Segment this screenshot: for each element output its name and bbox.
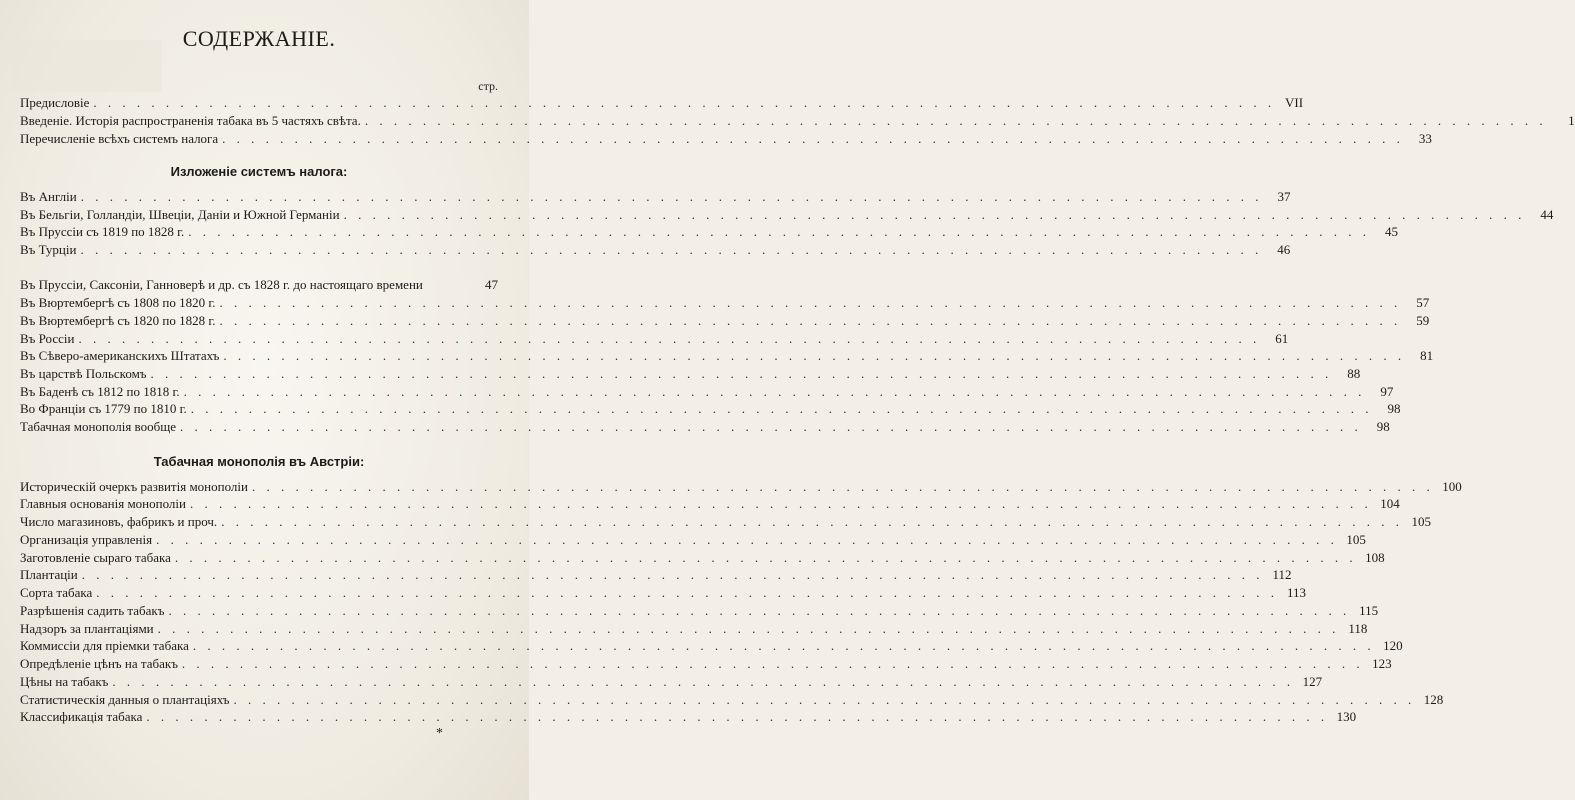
leader-dots bbox=[80, 241, 1262, 259]
entry-label: Въ Вюртембергѣ съ 1808 по 1820 г. bbox=[20, 295, 216, 311]
entry-label: Заготовленіе сыраго табака bbox=[20, 549, 171, 565]
entry-label: Введеніе. Исторія распространенія табака въ 5 частяхъ свѣта. bbox=[20, 113, 361, 128]
entry-page: 105 bbox=[1346, 531, 1366, 547]
signature-mark: * bbox=[436, 726, 443, 741]
entry-label: Въ царствѣ Польскомъ bbox=[20, 365, 147, 381]
toc-entry bbox=[20, 655, 1392, 673]
leader-dots bbox=[82, 566, 1264, 584]
leader-dots bbox=[221, 513, 1403, 531]
entry-label: Цѣны на табакъ bbox=[20, 673, 109, 689]
entry-page: 98 bbox=[1376, 418, 1390, 434]
section-heading: Изложеніе системъ налога: bbox=[170, 164, 348, 179]
toc-entry bbox=[20, 206, 1554, 224]
toc-entry bbox=[20, 418, 1390, 436]
toc-entry bbox=[20, 691, 1444, 709]
entry-page: 59 bbox=[1416, 312, 1430, 328]
entry-page: 46 bbox=[1277, 242, 1291, 258]
entry-label: Сорта табака bbox=[20, 585, 93, 601]
leader-dots bbox=[93, 94, 1275, 112]
toc-entry bbox=[20, 383, 1394, 401]
leader-dots bbox=[193, 637, 1375, 655]
entry-page: 81 bbox=[1420, 348, 1434, 364]
entry-page: 128 bbox=[1423, 691, 1444, 707]
toc-entry bbox=[20, 223, 1399, 241]
entry-page: 113 bbox=[1286, 585, 1306, 601]
leader-dots bbox=[344, 206, 1526, 224]
toc-entry bbox=[20, 602, 1379, 620]
toc-entry bbox=[20, 513, 1431, 531]
library-stamp bbox=[12, 40, 162, 92]
entry-page: 100 bbox=[1442, 478, 1462, 494]
section-list bbox=[20, 188, 1554, 436]
leader-dots bbox=[188, 223, 1370, 241]
entry-page: 115 bbox=[1359, 602, 1379, 618]
entry-page: 61 bbox=[1275, 330, 1289, 346]
toc-entry bbox=[20, 478, 1462, 496]
entry-label: Въ Англіи bbox=[20, 189, 77, 204]
entry-page: 37 bbox=[1277, 189, 1291, 204]
entry-label: Статистическія данныя о плантаціяхъ bbox=[20, 691, 230, 707]
toc-entry bbox=[20, 94, 1304, 112]
entry-label: Число магазиновъ, фабрикъ и проч. bbox=[20, 514, 218, 530]
leader-dots bbox=[184, 383, 1366, 401]
leader-dots bbox=[168, 602, 1350, 620]
page-title: СОДЕРЖАНІЕ. bbox=[182, 26, 336, 51]
entry-page: 130 bbox=[1336, 709, 1357, 725]
entry-page: 88 bbox=[1347, 365, 1361, 381]
leader-dots bbox=[78, 330, 1260, 348]
entry-label: Въ Пруссіи съ 1819 по 1828 г. bbox=[20, 224, 185, 240]
leader-dots bbox=[175, 549, 1357, 567]
entry-page: 104 bbox=[1380, 496, 1400, 512]
leader-dots bbox=[182, 655, 1364, 673]
toc-entry bbox=[20, 495, 1400, 513]
entry-label: Коммиссіи для пріемки табака bbox=[20, 638, 189, 654]
toc-entry bbox=[20, 259, 498, 294]
entry-label: Разрѣшенія садить табакъ bbox=[20, 602, 165, 618]
entry-page: 127 bbox=[1302, 673, 1323, 689]
entry-page: 123 bbox=[1372, 656, 1392, 672]
toc-entry bbox=[20, 549, 1385, 567]
leader-dots bbox=[180, 418, 1362, 436]
leader-dots bbox=[219, 294, 1401, 312]
toc-entry bbox=[20, 130, 1432, 148]
entry-page: 118 bbox=[1348, 620, 1368, 636]
entry-page: 45 bbox=[1385, 224, 1399, 240]
entry-label: Организація управленія bbox=[20, 531, 153, 547]
toc-entry bbox=[20, 347, 1434, 365]
entry-page: 44 bbox=[1540, 206, 1554, 222]
leader-dots bbox=[233, 691, 1415, 709]
entry-label: Историческій очеркъ развитія монополіи bbox=[20, 478, 248, 494]
entry-label: Во Франціи съ 1779 по 1810 г. bbox=[20, 401, 187, 417]
entry-label: Предисловіе bbox=[20, 95, 90, 110]
leader-dots bbox=[252, 478, 1434, 496]
leader-dots bbox=[365, 112, 1547, 130]
toc-entry bbox=[20, 673, 1323, 691]
toc-entry bbox=[20, 620, 1368, 638]
leader-dots bbox=[223, 347, 1405, 365]
leader-dots bbox=[112, 673, 1294, 691]
leader-dots bbox=[81, 188, 1263, 206]
front-matter-list bbox=[20, 94, 1575, 148]
toc-entry bbox=[20, 112, 1575, 130]
entry-page: 98 bbox=[1387, 401, 1401, 417]
entry-page: 112 bbox=[1272, 567, 1292, 583]
entry-label: Перечисленіе всѣхъ системъ налога bbox=[20, 131, 219, 146]
entry-label: Въ Вюртембергѣ съ 1820 по 1828 г. bbox=[20, 312, 216, 328]
toc-entry bbox=[20, 708, 1357, 726]
toc-entry bbox=[20, 330, 1289, 348]
entry-label: Въ Пруссіи, Саксоніи, Ганноверѣ и др. съ 1828 г. до настоящаго времени bbox=[20, 277, 423, 293]
entry-page: 47 bbox=[485, 277, 498, 293]
toc-entry bbox=[20, 637, 1403, 655]
leader-dots bbox=[222, 130, 1404, 148]
toc-entry bbox=[20, 365, 1361, 383]
entry-label: Табачная монополія вообще bbox=[20, 418, 176, 434]
leader-dots bbox=[158, 620, 1340, 638]
entry-label: Плантаціи bbox=[20, 567, 78, 583]
entry-page: VII bbox=[1285, 95, 1304, 110]
leader-dots bbox=[151, 365, 1333, 383]
toc-entry bbox=[20, 188, 1291, 206]
entry-label: Опредѣленіе цѣнъ на табакъ bbox=[20, 656, 178, 672]
leader-dots bbox=[156, 531, 1338, 549]
entry-label: Въ Баденѣ съ 1812 по 1818 г. bbox=[20, 383, 180, 399]
page-column-header: стр. bbox=[478, 79, 498, 93]
entry-label: Въ Бельгіи, Голландіи, Швеціи, Даніи и Южной Германіи bbox=[20, 206, 340, 222]
toc-entry bbox=[20, 400, 1401, 418]
entry-label: Главныя основанія монополіи bbox=[20, 496, 186, 512]
entry-page: 57 bbox=[1416, 295, 1430, 311]
entry-page: 108 bbox=[1365, 549, 1385, 565]
entry-label: Въ Россіи bbox=[20, 330, 75, 346]
section-heading: Табачная монополія въ Австріи: bbox=[153, 453, 365, 469]
toc-entry bbox=[20, 241, 1291, 259]
section-list bbox=[20, 478, 1462, 727]
entry-label: Въ Турціи bbox=[20, 242, 77, 258]
toc-entry bbox=[20, 294, 1430, 312]
leader-dots bbox=[219, 312, 1401, 330]
entry-label: Въ Сѣверо-американскихъ Штатахъ bbox=[20, 348, 220, 364]
toc-entry bbox=[20, 531, 1366, 549]
entry-page: 97 bbox=[1380, 383, 1394, 399]
leader-dots bbox=[146, 708, 1328, 726]
entry-label: Надзоръ за плантаціями bbox=[20, 620, 154, 636]
entry-page: 120 bbox=[1383, 638, 1403, 654]
leader-dots bbox=[190, 495, 1372, 513]
leader-dots bbox=[191, 400, 1373, 418]
entry-page: 33 bbox=[1418, 131, 1432, 146]
toc-entry bbox=[20, 566, 1292, 584]
toc-entry bbox=[20, 584, 1306, 602]
entry-page: 1 bbox=[1568, 113, 1575, 128]
toc-entry bbox=[20, 312, 1430, 330]
entry-page: 105 bbox=[1411, 514, 1431, 530]
entry-label: Классификація табака bbox=[20, 709, 143, 725]
leader-dots bbox=[96, 584, 1278, 602]
